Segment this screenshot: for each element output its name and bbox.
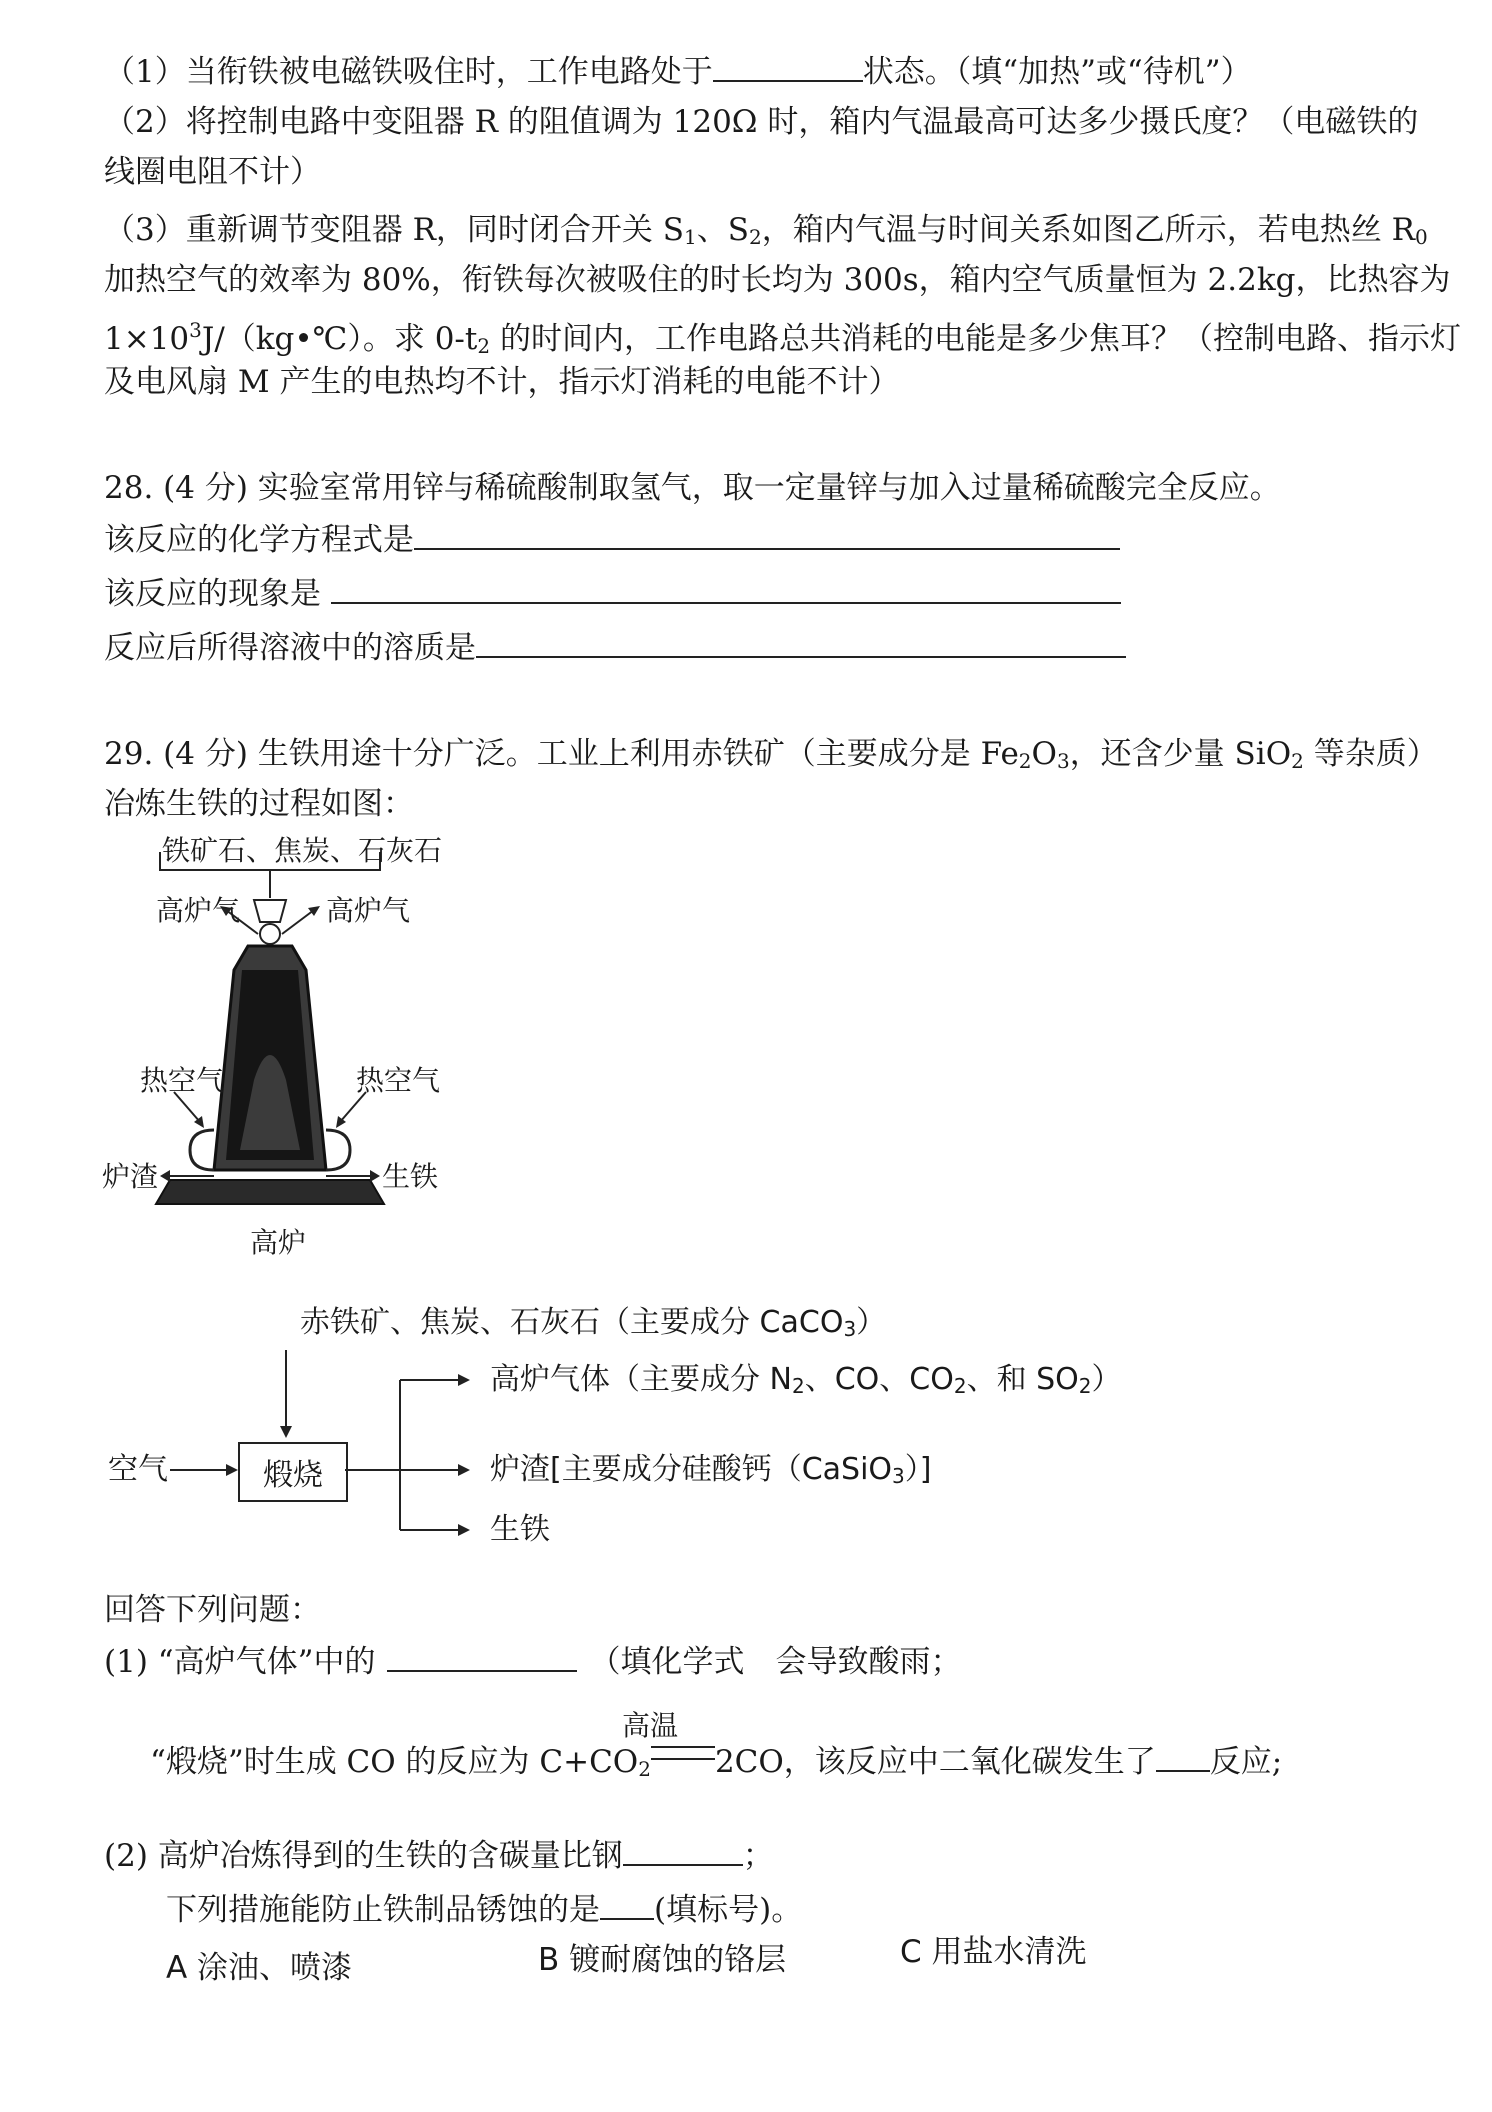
slag-arrowhead — [160, 1170, 170, 1182]
q27-part2-line2: 线圈电阻不计） — [104, 154, 321, 190]
q28-line2: 该反应的现象是 — [104, 574, 1121, 614]
q29-answer2-line2: 下列措施能防止铁制品锈蚀的是 (填标号)。 — [166, 1892, 803, 1928]
iron-arrowhead — [370, 1170, 380, 1182]
furnace-feed-label: 铁矿石、焦炭、石灰石 — [162, 834, 443, 867]
q29-answer1-line1: (1) “高炉气体”中的 （填化学式 会导致酸雨； — [104, 1644, 962, 1680]
q28-blank2[interactable] — [331, 574, 1121, 604]
furnace-hot-air-left-label: 热空气 — [140, 1064, 225, 1097]
option-b[interactable]: B 镀耐腐蚀的铬层 — [538, 1942, 787, 1978]
q27-part3-line4: 及电风扇 M 产生的电热均不计，指示灯消耗的电能不计） — [104, 364, 900, 400]
q27-part1: （1）当衔铁被电磁铁吸住时，工作电路处于 状态。（填“加热”或“待机”） — [104, 54, 1252, 90]
flow-out1-arrowhead — [458, 1374, 470, 1386]
furnace-caption: 高炉 — [250, 1226, 307, 1259]
q28-blank3[interactable] — [476, 628, 1126, 658]
furnace-hot-air-right-label: 热空气 — [356, 1064, 441, 1097]
q29-answer1-line2: “煅烧”时生成 CO 的反应为 $C+CO_2$ 2CO，该反应中二氧化碳发生了 反应; — [150, 1744, 1283, 1781]
furnace-iron-label: 生铁 — [382, 1160, 439, 1193]
q27-part3-line2: 加热空气的效率为 80%，衔铁每次被吸住的时长均为 300s，箱内空气质量恒为 2.2kg，比热容为 — [104, 262, 1451, 298]
gas-arrow-right — [282, 910, 314, 934]
q29-title-line2: 冶炼生铁的过程如图： — [104, 786, 414, 822]
q27-part1-blank[interactable] — [713, 52, 863, 82]
q29-title-line1: 29. (4 分) 生铁用途十分广泛。工业上利用赤铁矿（主要成分是 $Fe_2O_3$，还含少量 SiO$_2$ 等杂质） — [104, 736, 1438, 773]
q28-title: 28. (4 分) 实验室常用锌与稀硫酸制取氢气，取一定量锌与加入过量稀硫酸完全反应。 — [104, 470, 1281, 506]
flow-input-label: 赤铁矿、焦炭、石灰石（主要成分 CaCO$_3$） — [300, 1305, 887, 1341]
tuyere-right — [326, 1130, 350, 1170]
q27-part3-line3: $1\times 10^3J/(kg•℃)$。求 $0-t_2$ 的时间内，工作电路总共消耗的电能是多少焦耳？（控制电路、指示灯 — [104, 318, 1461, 358]
q28-blank1[interactable] — [414, 520, 1120, 550]
furnace-hopper — [254, 900, 286, 922]
flow-output-iron: 生铁 — [490, 1512, 550, 1547]
flow-out2-arrowhead — [458, 1464, 470, 1476]
q29-answer1-blank2[interactable] — [1156, 1742, 1210, 1772]
flow-output-gas: 高炉气体（主要成分 $N_2$、CO、$CO_2$、和 $SO_2$） — [490, 1362, 1122, 1398]
flow-air-label: 空气 — [108, 1452, 168, 1487]
tuyere-left — [190, 1130, 214, 1170]
equals-sign — [651, 1746, 715, 1760]
flow-air-arrowhead — [226, 1464, 238, 1476]
flow-process-box: 煅烧 — [238, 1442, 348, 1502]
furnace-slag-label: 炉渣 — [102, 1160, 159, 1193]
q28-line1: 该反应的化学方程式是 — [104, 520, 1120, 560]
furnace-base — [156, 1180, 384, 1204]
q29-answer1-blank1[interactable] — [387, 1642, 577, 1672]
q29-answer2-line1: (2) 高炉冶炼得到的生铁的含碳量比钢 ； — [104, 1838, 774, 1874]
q27-part2-line1: （2）将控制电路中变阻器 R 的阻值调为 120Ω 时，箱内气温最高可达多少摄氏度？（电磁铁的 — [104, 104, 1419, 140]
furnace-bell — [260, 924, 280, 944]
flow-output-slag: 炉渣[主要成分硅酸钙（CaSiO$_3$）] — [490, 1452, 932, 1488]
q29-answer2-blank2[interactable] — [600, 1890, 654, 1920]
gas-arrowhead-right — [308, 906, 320, 916]
furnace-gas-left-label: 高炉气 — [156, 894, 241, 927]
furnace-gas-right-label: 高炉气 — [326, 894, 411, 927]
flow-input-arrowhead — [280, 1426, 292, 1438]
q28-line3: 反应后所得溶液中的溶质是 — [104, 628, 1126, 668]
reaction-condition: 高温 — [622, 1709, 679, 1742]
flow-out3-arrowhead — [458, 1524, 470, 1536]
option-a[interactable]: A 涂油、喷漆 — [166, 1950, 353, 1986]
option-c[interactable]: C 用盐水清洗 — [900, 1934, 1087, 1970]
q29-answer-intro: 回答下列问题： — [104, 1592, 321, 1628]
q27-part3-line1: （3）重新调节变阻器 R，同时闭合开关 $S_1$、$S_2$，箱内气温与时间关系如图乙所示，若电热丝 $R_0$ — [104, 212, 1428, 249]
q29-answer2-blank1[interactable] — [623, 1836, 743, 1866]
